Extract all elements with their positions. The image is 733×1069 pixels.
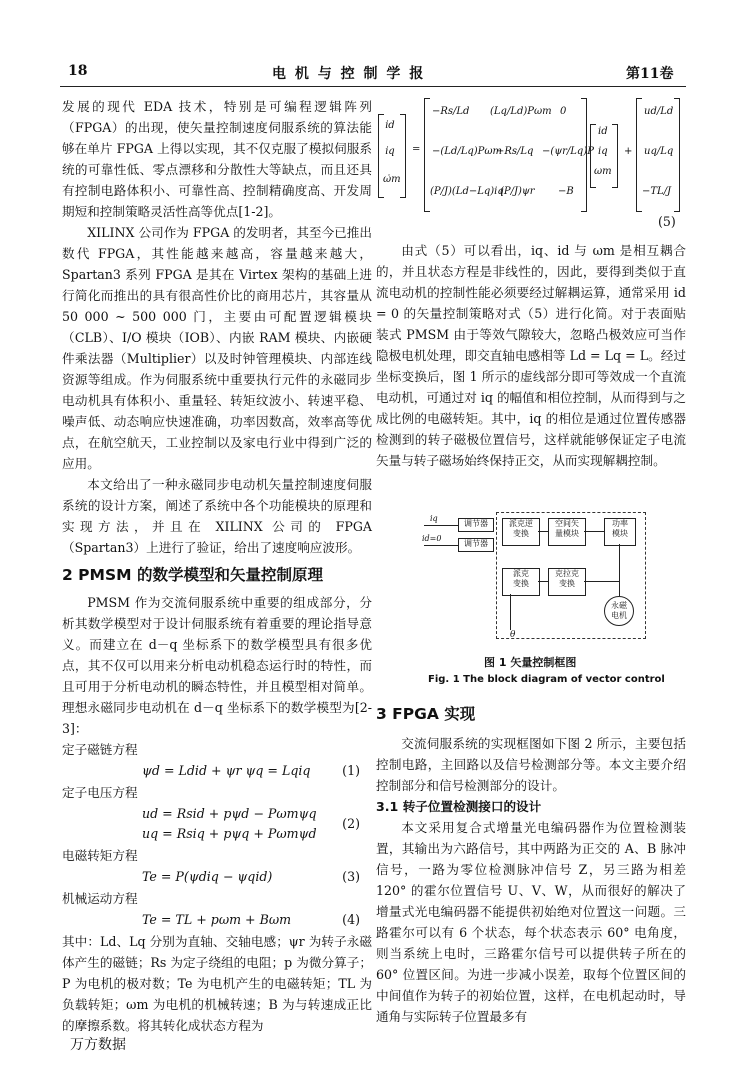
eq2-label: 定子电压方程 [62, 785, 138, 800]
arrow-line-b [538, 531, 548, 532]
input-line-1 [424, 525, 458, 526]
a-m21: −(Ld/Lq)Pωm [432, 146, 502, 157]
equals-sign: = [412, 144, 421, 155]
arrow-line-d [584, 581, 619, 582]
figure-1-caption-en: Fig. 1 The block diagram of vector control [428, 674, 665, 685]
equation-5-number: (5) [658, 214, 676, 229]
theta-label: θ [510, 630, 516, 640]
clarke-block: 克拉克 变换 [548, 568, 586, 596]
input-id-label: id=0 [422, 534, 442, 543]
lhs-id-dot: i̇d [385, 120, 395, 131]
equation-1 [62, 760, 372, 782]
equation-2a-text: ud = Rsid + pψd − Pωmψq [142, 806, 317, 821]
lhs-wm-dot: ω̇m [383, 174, 401, 185]
regulator-1: 调节器 [458, 518, 494, 532]
arrow-line-c [619, 544, 620, 596]
left-paragraph-2: XILINX 公司作为 FPGA 的发明者，其至今已推出数代 FPGA，其性能越来越高，容量越来越大，Spartan3 系列 FPGA 是其在 Virtex 架构的基础上进行简化而推出的具有很高性价比的商用芯片，其容量从 50 000 ~ 500 000 门，主要由可配置逻辑模块（CLB）、I/O 模块（IOB）、内嵌 RAM 模块、内嵌硬件乘法器（Multiplier）以及时钟管理模块、内部连线资源等组成。作为伺服系统中重要执行元件的永磁同步电动机具有体积小、重量轻、转矩纹波小、转速平稳、噪声低、动态响应快速准确，功率因数高，效率高等优点，在航空航天，工业控制以及家电行业中得到广泛的应用。 [62, 225, 372, 471]
journal-title: 电 机 与 控 制 学 报 [272, 66, 426, 82]
equation-3-number: (3) [342, 869, 360, 884]
a-m22: −Rs/Lq [496, 146, 534, 157]
equation-2a [62, 803, 372, 823]
a-m13: 0 [560, 106, 567, 117]
equation-4-number: (4) [342, 912, 360, 927]
volume-label: 第11卷 [626, 66, 674, 82]
equation-1-number: (1) [342, 763, 360, 778]
equation-1-text: ψd = Ldid + ψr ψq = Lqiq [142, 763, 311, 778]
equation-3 [62, 866, 372, 888]
plus-sign: + [624, 146, 633, 157]
arrow-line-e [538, 581, 548, 582]
x-iq: iq [598, 146, 608, 157]
right-column-top [376, 240, 686, 471]
a-m32: (P/J)ψr [500, 186, 535, 197]
x-wm: ωm [594, 166, 612, 177]
section-2-heading: 2 PMSM 的数学模型和矢量控制原理 [62, 566, 323, 584]
left-paragraph-5: 其中：Ld、Lq 分别为直轴、交轴电感；ψr 为转子永磁体产生的磁链；Rs 为定子绕组的电阻；p 为微分算子；P 为电机的极对数；Te 为电机产生的电磁转矩；TL 为负载转矩；ωm 为电机的机械转速；B 为与转速成正比的摩擦系数。将其转化成状态方程为 [62, 934, 372, 1033]
u-1: ud/Ld [644, 106, 674, 117]
equation-2b [62, 816, 372, 845]
right-paragraph-3: 本文采用复合式增量光电编码器作为位置检测装置，其输出为六路信号，其中两路为正交的 A、B 脉冲信号，一路为零位检测脉冲信号 Z，另三路为相差 120° 的霍尔位置信号 U、V、W，从而很好的解决了增量式光电编码器不能提供初始绝对位置这一问题。三路霍尔可以有 6 个状态，每个状态表示 60° 电角度，则当系统上电时，三路霍尔信号可以提供转子所在的 60° 位置区间。为进一步减小误差，取每个位置区间的中间值作为转子的初始位置，这样，在电机起动时，导通角与实际转子位置最多有 [376, 820, 686, 1024]
x-bracket-left [590, 124, 596, 188]
right-paragraph-1: 由式（5）可以看出，iq、id 与 ωm 是相互耦合的，并且状态方程是非线性的，因此，要得到类似于直流电动机的控制性能必须要经过解耦运算，通常采用 id = 0 的矢量控制策略对式（5）进行化简。对于表面贴装式 PMSM 由于等效气隙较大，忽略凸极效应可当作隐极电机处理，即交直轴电感相等 Ld = Lq = L。经过坐标变换后，图 1 所示的虚线部分即可等效成一个直流电动机，可通过对 iq 的幅值和相位控制，从而得到与之成比例的电磁转矩。其中，iq 的相位是通过位置传感器检测到的转子磁极位置信号，这样就能够保证定子电流矢量与转子磁场始终保持正交，从而实现解耦控制。 [376, 243, 686, 468]
eq4-label: 机械运动方程 [62, 891, 138, 906]
right-paragraph-2: 交流伺服系统的实现框图如下图 2 所示，主要包括控制电路，主回路以及信号检测部分等。本文主要介绍控制部分和信号检测部分的设计。 [376, 736, 686, 793]
power-block: 功率 模块 [604, 518, 636, 546]
x-id: id [598, 126, 608, 137]
right-column-bottom [376, 704, 686, 1027]
figure-1 [420, 512, 650, 642]
arrow-line-a [584, 531, 604, 532]
equation-3-text: Te = P(ψdiq − ψqid) [142, 869, 273, 884]
lhs-bracket-left [378, 114, 384, 198]
a-bracket-right [581, 98, 587, 212]
x-bracket-right [612, 124, 618, 188]
svpwm-block: 空间矢 量模块 [548, 518, 586, 546]
left-paragraph-1: 发展的现代 EDA 技术，特别是可编程逻辑阵列（FPGA）的出现，使矢量控制速度伺服系统的算法能够在单片 FPGA 上得以实现，其不仅克服了模拟伺服系统的可靠性低、零点漂移和分散性大等缺点，而且还具有控制电路体积小、可靠性高、控制精确度高、开发周期短和控制策略灵活性高等优点[1-2]。 [62, 99, 372, 219]
equation-2-number: (2) [342, 816, 360, 831]
figure-1-caption-cn: 图 1 矢量控制框图 [484, 656, 577, 669]
watermark-text: 万方数据 [70, 1037, 126, 1053]
equation-4-text: Te = TL + pωm + Bωm [142, 912, 292, 927]
left-column [62, 96, 372, 1036]
left-paragraph-3: 本文给出了一种永磁同步电动机矢量控制速度伺服系统的设计方案，阐述了系统中各个功能模块的原理和实现方法，并且在 XILINX 公司的 FPGA（Spartan3）上进行了验证，给出了速度响应波形。 [62, 477, 372, 555]
eq1-label: 定子磁链方程 [62, 742, 138, 757]
a-m23: −(ψr/Lq)P [542, 146, 594, 157]
section-3-heading: 3 FPGA 实现 [376, 705, 476, 723]
a-m31: (P/J)(Ld−Lq)iq [430, 186, 504, 197]
regulator-2: 调节器 [458, 538, 494, 552]
eq3-label: 电磁转矩方程 [62, 848, 138, 863]
a-m11: −Rs/Ld [432, 106, 470, 117]
state-equation [378, 96, 688, 246]
u-bracket-right [674, 98, 680, 212]
a-m12: (Lq/Ld)Pωm [490, 106, 552, 117]
u-2: uq/Lq [644, 146, 674, 157]
lhs-iq-dot: i̇q [385, 146, 395, 157]
header-rule [60, 86, 686, 87]
input-iq-label: iq [430, 514, 438, 523]
feedback-line [510, 594, 511, 630]
a-m33: −B [558, 186, 574, 197]
pm-motor-block: 永磁 电机 [604, 596, 634, 626]
park-block: 派克 变换 [502, 568, 540, 596]
equation-2b-text: uq = Rsiq + pψq + Pωmψd [142, 826, 317, 841]
left-paragraph-4: PMSM 作为交流伺服系统中重要的组成部分，分析其数学模型对于设计伺服系统有着重要的理论指导意义。而建立在 d－q 坐标系下的数学模型具有很多优点，其不仅可以用来分析电动机稳态运行时的特性，而且可用于分析电动机的瞬态特性，并且模型相对简单。理想永磁同步电动机在 d－q 坐标系下的数学模型为[2-3]： [62, 595, 372, 736]
inverse-park-block: 派克逆 变换 [502, 518, 540, 546]
u-3: −TL/J [642, 186, 672, 197]
subsection-3-1-heading: 3.1 转子位置检测接口的设计 [376, 799, 542, 814]
page-number: 18 [68, 63, 88, 79]
equation-4 [62, 909, 372, 931]
lhs-bracket-right [400, 114, 406, 198]
input-line-2 [424, 545, 458, 546]
